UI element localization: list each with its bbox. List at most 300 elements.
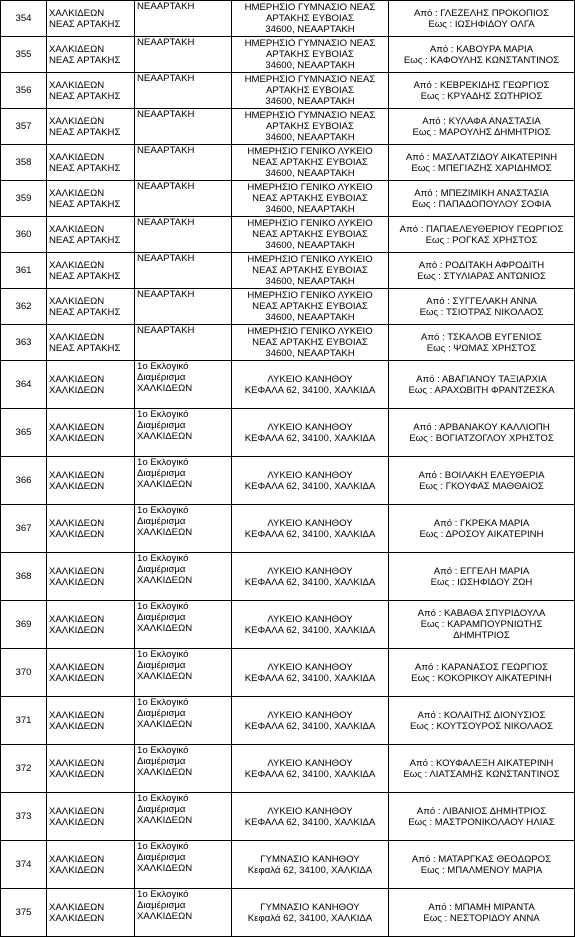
location-line: ΛΥΚΕΙΟ ΚΑΝΗΘΟΥ (267, 709, 353, 721)
range-to: Εως : ΓΚΟΥΦΑΣ ΜΑΘΘΑΙΟΣ (419, 480, 544, 492)
district-line: Διαμέρισμα (137, 420, 186, 431)
municipality-line: ΝΕΑΣ ΑΡΤΑΚΗΣ (49, 306, 121, 318)
table-row (1, 145, 575, 181)
table-row (1, 553, 575, 601)
district-line: ΧΑΛΚΙΔΕΩΝ (137, 671, 193, 682)
location-line: ΓΥΜΝΑΣΙΟ ΚΑΝΗΘΟΥ (260, 853, 360, 865)
voter-range-cell (389, 145, 575, 181)
municipality-line: ΧΑΛΚΙΔΕΩΝ (49, 432, 105, 444)
table-row (1, 217, 575, 253)
district-cell (135, 745, 232, 793)
district-cell (135, 289, 232, 325)
municipality-line: ΧΑΛΚΙΔΕΩΝ (49, 720, 105, 732)
district-line: ΧΑΛΚΙΔΕΩΝ (137, 863, 193, 874)
station-number-cell (1, 793, 47, 841)
location-line: 34600, ΝΕΑΑΡΤΑΚΗ (265, 132, 355, 143)
location-cell (232, 697, 389, 745)
district-cell (135, 325, 232, 361)
range-to: Εως : ΙΩΣΗΦΙΔΟΥ ΟΛΓΑ (428, 18, 535, 30)
location-line: ΛΥΚΕΙΟ ΚΑΝΗΘΟΥ (267, 661, 353, 673)
range-to: Εως : ΚΟΥΤΣΟΥΡΟΣ ΝΙΚΟΛΑΟΣ (410, 720, 553, 732)
location-line: ΗΜΕΡΗΣΙΟ ΓΕΝΙΚΟ ΛΥΚΕΙΟ (247, 146, 373, 157)
range-from: Από : ΓΚΡΕΚΑ ΜΑΡΙΑ (433, 517, 530, 529)
station-number: 366 (15, 475, 32, 486)
range-from: Από : ΕΓΓΕΛΗ ΜΑΡΙΑ (433, 565, 530, 577)
district-cell (135, 793, 232, 841)
municipality-cell (47, 505, 135, 553)
table-row (1, 181, 575, 217)
district-cell (135, 505, 232, 553)
district-line: 1ο Εκλογικό (137, 553, 189, 564)
location-line: ΚΕΦΑΛΑ 62, 34100, ΧΑΛΚΙΔΑ (244, 480, 376, 492)
table-row (1, 745, 575, 793)
municipality-line: ΝΕΑΣ ΑΡΤΑΚΗΣ (49, 198, 121, 210)
range-to: Εως : ΚΑΡΑΜΠΟΥΡΝΙΩΤΗΣ (420, 619, 543, 630)
range-to: Εως : ΑΡΑΧΩΒΙΤΗ ΦΡΑΝΤΖΕΣΚΑ (408, 384, 555, 396)
district-line: ΝΕΑΑΡΤΑΚΗ (137, 253, 195, 264)
location-line: 34600, ΝΕΑΑΡΤΑΚΗ (265, 168, 355, 179)
voter-range-cell (389, 73, 575, 109)
district-cell (135, 601, 232, 649)
station-number: 368 (15, 571, 32, 582)
station-number: 367 (15, 523, 32, 534)
location-cell (232, 841, 389, 889)
municipality-cell (47, 73, 135, 109)
location-line: ΚΕΦΑΛΑ 62, 34100, ΧΑΛΚΙΔΑ (244, 576, 376, 588)
station-number-cell (1, 37, 47, 73)
voter-range-cell (389, 505, 575, 553)
location-line: 34600, ΝΕΑΑΡΤΑΚΗ (265, 312, 355, 323)
district-line: Διαμέρισμα (137, 612, 186, 623)
voter-range-cell (389, 109, 575, 145)
location-line: 34600, ΝΕΑΑΡΤΑΚΗ (265, 24, 355, 35)
location-line: ΗΜΕΡΗΣΙΟ ΓΕΝΙΚΟ ΛΥΚΕΙΟ (247, 218, 373, 229)
range-from: Από : ΡΟΔΙΤΑΚΗ ΑΦΡΟΔΙΤΗ (418, 259, 545, 271)
voter-range-cell (389, 289, 575, 325)
range-to: Εως : ΤΣΙΟΤΡΑΣ ΝΙΚΟΛΑΟΣ (419, 306, 544, 318)
station-number-cell (1, 457, 47, 505)
voter-range-cell (389, 409, 575, 457)
district-line: 1ο Εκλογικό (137, 697, 189, 708)
location-cell (232, 361, 389, 409)
range-to: Εως : ΚΡΥΑΔΗΣ ΣΩΤΗΡΙΟΣ (420, 90, 543, 102)
municipality-cell (47, 601, 135, 649)
range-from: Από : ΜΑΤΑΡΓΚΑΣ ΘΕΟΔΩΡΟΣ (411, 853, 552, 865)
district-cell (135, 457, 232, 505)
district-line: 1ο Εκλογικό (137, 601, 189, 612)
station-number: 362 (15, 301, 32, 312)
location-line: ΚΕΦΑΛΑ 62, 34100, ΧΑΛΚΙΔΑ (244, 432, 376, 444)
location-line: ΗΜΕΡΗΣΙΟ ΓΥΜΝΑΣΙΟ ΝΕΑΣ (244, 38, 376, 49)
location-cell (232, 289, 389, 325)
station-number-cell (1, 697, 47, 745)
district-line: 1ο Εκλογικό (137, 841, 189, 852)
range-from: Από : ΚΑΒΟΥΡΑ ΜΑΡΙΑ (429, 43, 534, 55)
district-line: ΧΑΛΚΙΔΕΩΝ (137, 719, 193, 730)
voter-range-cell (389, 553, 575, 601)
location-line: ΑΡΤΑΚΗΣ ΕΥΒΟΙΑΣ (266, 49, 354, 60)
location-line: ΝΕΑΣ ΑΡΤΑΚΗΣ ΕΥΒΟΙΑΣ (252, 265, 368, 276)
district-cell (135, 649, 232, 697)
range-to: Εως : ΛΙΑΤΣΑΜΗΣ ΚΩΝΣΤΑΝΤΙΝΟΣ (403, 768, 560, 780)
station-number-cell (1, 253, 47, 289)
range-to: Εως : ΡΟΓΚΑΣ ΧΡΗΣΤΟΣ (425, 234, 538, 246)
municipality-line: ΧΑΛΚΙΔΕΩΝ (49, 331, 105, 343)
municipality-line: ΝΕΑΣ ΑΡΤΑΚΗΣ (49, 234, 121, 246)
location-line: ΗΜΕΡΗΣΙΟ ΓΕΝΙΚΟ ΛΥΚΕΙΟ (247, 254, 373, 265)
location-line: ΚΕΦΑΛΑ 62, 34100, ΧΑΛΚΙΔΑ (244, 384, 376, 396)
range-from: Από : ΠΑΠΑΕΛΕΥΘΕΡΙΟΥ ΓΕΩΡΓΙΟΣ (399, 223, 564, 235)
station-number: 361 (15, 265, 32, 276)
location-cell (232, 745, 389, 793)
district-line: ΧΑΛΚΙΔΕΩΝ (137, 431, 193, 442)
location-line: ΗΜΕΡΗΣΙΟ ΓΥΜΝΑΣΙΟ ΝΕΑΣ (244, 110, 376, 121)
municipality-line: ΧΑΛΚΙΔΕΩΝ (49, 768, 105, 780)
location-line: ΛΥΚΕΙΟ ΚΑΝΗΘΟΥ (267, 565, 353, 577)
station-number-cell (1, 505, 47, 553)
table-row (1, 889, 575, 937)
district-line: Διαμέρισμα (137, 468, 186, 479)
range-to: Εως : ΙΩΣΗΦΙΔΟΥ ΖΩΗ (430, 576, 533, 588)
table-row (1, 841, 575, 889)
municipality-cell (47, 889, 135, 937)
station-number: 373 (15, 811, 32, 822)
district-cell (135, 217, 232, 253)
district-line: ΝΕΑΑΡΤΑΚΗ (137, 181, 195, 192)
location-line: ΗΜΕΡΗΣΙΟ ΓΥΜΝΑΣΙΟ ΝΕΑΣ (244, 74, 376, 85)
municipality-line: ΧΑΛΚΙΔΕΩΝ (49, 709, 105, 721)
location-line: ΝΕΑΣ ΑΡΤΑΚΗΣ ΕΥΒΟΙΑΣ (252, 193, 368, 204)
municipality-line: ΧΑΛΚΙΔΕΩΝ (49, 816, 105, 828)
location-line: ΝΕΑΣ ΑΡΤΑΚΗΣ ΕΥΒΟΙΑΣ (252, 229, 368, 240)
municipality-line: ΝΕΑΣ ΑΡΤΑΚΗΣ (49, 18, 121, 30)
municipality-line: ΧΑΛΚΙΔΕΩΝ (49, 805, 105, 817)
location-line: ΛΥΚΕΙΟ ΚΑΝΗΘΟΥ (267, 613, 353, 625)
location-cell (232, 409, 389, 457)
municipality-line: ΧΑΛΚΙΔΕΩΝ (49, 373, 105, 385)
municipality-line: ΧΑΛΚΙΔΕΩΝ (49, 864, 105, 876)
station-number: 371 (15, 715, 32, 726)
location-cell (232, 889, 389, 937)
range-to: Εως : ΜΠΕΓΙΑΖΗΣ ΧΑΡΙΔΗΜΟΣ (411, 162, 552, 174)
voter-range-cell (389, 253, 575, 289)
station-number: 354 (15, 13, 32, 24)
district-line: ΧΑΛΚΙΔΕΩΝ (137, 623, 193, 634)
location-cell (232, 1, 389, 37)
municipality-cell (47, 793, 135, 841)
district-cell (135, 841, 232, 889)
voter-range-cell (389, 649, 575, 697)
location-line: ΛΥΚΕΙΟ ΚΑΝΗΘΟΥ (267, 373, 353, 385)
district-line: ΝΕΑΑΡΤΑΚΗ (137, 109, 195, 120)
range-to: Εως : ΚΑΦΟΥΛΗΣ ΚΩΝΣΤΑΝΤΙΝΟΣ (403, 54, 560, 66)
location-cell (232, 145, 389, 181)
municipality-cell (47, 1, 135, 37)
location-line: Κεφαλά 62, 34100, ΧΑΛΚΙΔΑ (247, 912, 373, 924)
station-number: 355 (15, 49, 32, 60)
location-cell (232, 253, 389, 289)
voter-range-cell (389, 601, 575, 649)
district-line: ΧΑΛΚΙΔΕΩΝ (137, 527, 193, 538)
location-cell (232, 553, 389, 601)
district-line: Διαμέρισμα (137, 660, 186, 671)
municipality-line: ΧΑΛΚΙΔΕΩΝ (49, 480, 105, 492)
location-line: ΝΕΑΣ ΑΡΤΑΚΗΣ ΕΥΒΟΙΑΣ (252, 157, 368, 168)
table-row (1, 253, 575, 289)
municipality-cell (47, 745, 135, 793)
voter-range-cell (389, 841, 575, 889)
municipality-line: ΧΑΛΚΙΔΕΩΝ (49, 853, 105, 865)
district-line: ΝΕΑΑΡΤΑΚΗ (137, 145, 195, 156)
district-line: ΝΕΑΑΡΤΑΚΗ (137, 325, 195, 336)
municipality-line: ΧΑΛΚΙΔΕΩΝ (49, 469, 105, 481)
range-from: Από : ΚΟΥΦΑΛΕΞΗ ΑΙΚΑΤΕΡΙΝΗ (409, 757, 554, 769)
location-line: ΚΕΦΑΛΑ 62, 34100, ΧΑΛΚΙΔΑ (244, 528, 376, 540)
station-number: 370 (15, 667, 32, 678)
table-row (1, 1, 575, 37)
station-number-cell (1, 841, 47, 889)
municipality-cell (47, 37, 135, 73)
district-cell (135, 73, 232, 109)
location-line: 34600, ΝΕΑΑΡΤΑΚΗ (265, 60, 355, 71)
table-body (1, 1, 575, 937)
range-from: Από : ΑΡΒΑΝΑΚΟΥ ΚΑΛΛΙΟΠΗ (413, 421, 550, 433)
municipality-line: ΧΑΛΚΙΔΕΩΝ (49, 565, 105, 577)
district-cell (135, 889, 232, 937)
table-row (1, 505, 575, 553)
location-line: 34600, ΝΕΑΑΡΤΑΚΗ (265, 96, 355, 107)
municipality-line: ΧΑΛΚΙΔΕΩΝ (49, 43, 105, 55)
range-to: Εως : ΒΟΓΙΑΤΖΟΓΛΟΥ ΧΡΗΣΤΟΣ (409, 432, 554, 444)
station-number-cell (1, 289, 47, 325)
district-cell (135, 409, 232, 457)
station-number: 356 (15, 85, 32, 96)
municipality-cell (47, 697, 135, 745)
range-from: Από : ΚΟΛΑΙΤΗΣ ΔΙΟΝΥΣΙΟΣ (417, 709, 546, 721)
municipality-line: ΧΑΛΚΙΔΕΩΝ (49, 901, 105, 913)
municipality-line: ΧΑΛΚΙΔΕΩΝ (49, 757, 105, 769)
range-to: Εως : ΨΩΜΑΣ ΧΡΗΣΤΟΣ (426, 342, 537, 354)
location-line: ΛΥΚΕΙΟ ΚΑΝΗΘΟΥ (267, 469, 353, 481)
station-number-cell (1, 73, 47, 109)
range-from: Από : ΑΒΑΓΙΑΝΟΥ ΤΑΞΙΑΡΧΙΑ (416, 373, 547, 385)
location-cell (232, 73, 389, 109)
municipality-cell (47, 109, 135, 145)
station-number: 359 (15, 193, 32, 204)
range-from: Από : ΜΑΣΛΑΤΖΙΔΟΥ ΑΙΚΑΤΕΡΙΝΗ (405, 151, 558, 163)
table-row (1, 325, 575, 361)
district-cell (135, 253, 232, 289)
range-from: Από : ΜΠΕΖΙΜΙΚΗ ΑΝΑΣΤΑΣΙΑ (414, 187, 549, 199)
municipality-cell (47, 289, 135, 325)
district-cell (135, 553, 232, 601)
municipality-cell (47, 553, 135, 601)
location-line: 34600, ΝΕΑΑΡΤΑΚΗ (265, 348, 355, 359)
municipality-line: ΧΑΛΚΙΔΕΩΝ (49, 7, 105, 19)
station-number-cell (1, 109, 47, 145)
station-number-cell (1, 181, 47, 217)
location-cell (232, 457, 389, 505)
location-line: ΗΜΕΡΗΣΙΟ ΓΥΜΝΑΣΙΟ ΝΕΑΣ (244, 2, 376, 13)
location-line: Κεφαλά 62, 34100, ΧΑΛΚΙΔΑ (247, 864, 373, 876)
location-line: ΗΜΕΡΗΣΙΟ ΓΕΝΙΚΟ ΛΥΚΕΙΟ (247, 182, 373, 193)
table-row (1, 793, 575, 841)
location-line: ΗΜΕΡΗΣΙΟ ΓΕΝΙΚΟ ΛΥΚΕΙΟ (247, 326, 373, 337)
location-line: ΛΥΚΕΙΟ ΚΑΝΗΘΟΥ (267, 757, 353, 769)
municipality-line: ΧΑΛΚΙΔΕΩΝ (49, 421, 105, 433)
district-line: 1ο Εκλογικό (137, 889, 189, 900)
station-number: 365 (15, 427, 32, 438)
location-cell (232, 181, 389, 217)
municipality-line: ΧΑΛΚΙΔΕΩΝ (49, 295, 105, 307)
location-line: ΚΕΦΑΛΑ 62, 34100, ΧΑΛΚΙΔΑ (244, 672, 376, 684)
voter-range-cell (389, 37, 575, 73)
range-to-continued: ΔΗΜΗΤΡΙΟΣ (453, 630, 510, 641)
table-row (1, 601, 575, 649)
location-cell (232, 325, 389, 361)
location-line: ΛΥΚΕΙΟ ΚΑΝΗΘΟΥ (267, 517, 353, 529)
district-line: Διαμέρισμα (137, 372, 186, 383)
location-line: ΛΥΚΕΙΟ ΚΑΝΗΘΟΥ (267, 421, 353, 433)
location-cell (232, 649, 389, 697)
range-from: Από : ΤΣΚΑΛΟΒ ΕΥΓΕΝΙΟΣ (421, 331, 542, 343)
municipality-line: ΧΑΛΚΙΔΕΩΝ (49, 384, 105, 396)
range-to: Εως : ΜΑΡΟΥΛΗΣ ΔΗΜΗΤΡΙΟΣ (412, 126, 551, 138)
station-number-cell (1, 601, 47, 649)
district-line: Διαμέρισμα (137, 804, 186, 815)
municipality-line: ΧΑΛΚΙΔΕΩΝ (49, 151, 105, 163)
district-cell (135, 361, 232, 409)
location-cell (232, 109, 389, 145)
district-line: ΝΕΑΑΡΤΑΚΗ (137, 1, 195, 12)
table-row (1, 73, 575, 109)
municipality-line: ΧΑΛΚΙΔΕΩΝ (49, 613, 105, 625)
municipality-line: ΧΑΛΚΙΔΕΩΝ (49, 672, 105, 684)
municipality-line: ΧΑΛΚΙΔΕΩΝ (49, 576, 105, 588)
table-row (1, 37, 575, 73)
range-from: Από : ΣΥΓΓΕΛΑΚΗ ΑΝΝΑ (426, 295, 537, 307)
location-cell (232, 37, 389, 73)
district-line: ΝΕΑΑΡΤΑΚΗ (137, 217, 195, 228)
voter-range-cell (389, 181, 575, 217)
district-line: ΧΑΛΚΙΔΕΩΝ (137, 815, 193, 826)
district-line: ΧΑΛΚΙΔΕΩΝ (137, 767, 193, 778)
district-line: ΧΑΛΚΙΔΕΩΝ (137, 479, 193, 490)
range-from: Από : ΚΥΛΑΦΑ ΑΝΑΣΤΑΣΙΑ (422, 115, 541, 127)
location-cell (232, 601, 389, 649)
station-number: 369 (15, 619, 32, 630)
municipality-cell (47, 325, 135, 361)
station-number-cell (1, 649, 47, 697)
station-number-cell (1, 889, 47, 937)
table-row (1, 289, 575, 325)
district-cell (135, 181, 232, 217)
district-line: ΝΕΑΑΡΤΑΚΗ (137, 37, 195, 48)
municipality-cell (47, 649, 135, 697)
range-from: Από : ΜΠΑΜΗ ΜΙΡΑΝΤΑ (428, 901, 535, 913)
station-number-cell (1, 217, 47, 253)
district-line: 1ο Εκλογικό (137, 505, 189, 516)
municipality-cell (47, 217, 135, 253)
table-row (1, 649, 575, 697)
range-to: Εως : ΔΡΟΣΟΥ ΑΙΚΑΤΕΡΙΝΗ (419, 528, 544, 540)
station-number-cell (1, 409, 47, 457)
district-line: Διαμέρισμα (137, 708, 186, 719)
voter-range-cell (389, 745, 575, 793)
range-to: Εως : ΝΕΣΤΟΡΙΔΟΥ ΑΝΝΑ (423, 912, 540, 924)
station-number-cell (1, 325, 47, 361)
location-line: ΑΡΤΑΚΗΣ ΕΥΒΟΙΑΣ (266, 121, 354, 132)
municipality-line: ΝΕΑΣ ΑΡΤΑΚΗΣ (49, 54, 121, 66)
table-row (1, 697, 575, 745)
voter-range-cell (389, 889, 575, 937)
district-line: 1ο Εκλογικό (137, 745, 189, 756)
location-cell (232, 505, 389, 553)
station-number: 372 (15, 763, 32, 774)
location-line: ΚΕΦΑΛΑ 62, 34100, ΧΑΛΚΙΔΑ (244, 720, 376, 732)
district-line: 1ο Εκλογικό (137, 649, 189, 660)
municipality-cell (47, 409, 135, 457)
voter-range-cell (389, 361, 575, 409)
district-line: Διαμέρισμα (137, 516, 186, 527)
district-line: ΝΕΑΑΡΤΑΚΗ (137, 73, 195, 84)
municipality-cell (47, 181, 135, 217)
district-line: Διαμέρισμα (137, 756, 186, 767)
range-from: Από : ΓΛΕΖΕΛΗΣ ΠΡΟΚΟΠΙΟΣ (413, 7, 550, 19)
municipality-line: ΝΕΑΣ ΑΡΤΑΚΗΣ (49, 270, 121, 282)
station-number-cell (1, 745, 47, 793)
station-number-cell (1, 145, 47, 181)
municipality-cell (47, 253, 135, 289)
location-cell (232, 793, 389, 841)
municipality-line: ΧΑΛΚΙΔΕΩΝ (49, 912, 105, 924)
municipality-line: ΧΑΛΚΙΔΕΩΝ (49, 528, 105, 540)
range-from: Από : ΚΕΒΡΕΚΙΔΗΣ ΓΕΩΡΓΙΟΣ (413, 79, 550, 91)
district-line: 1ο Εκλογικό (137, 361, 189, 372)
district-cell (135, 109, 232, 145)
station-number: 374 (15, 859, 32, 870)
municipality-line: ΧΑΛΚΙΔΕΩΝ (49, 517, 105, 529)
location-line: ΝΕΑΣ ΑΡΤΑΚΗΣ ΕΥΒΟΙΑΣ (252, 301, 368, 312)
location-line: ΑΡΤΑΚΗΣ ΕΥΒΟΙΑΣ (266, 13, 354, 24)
location-line: ΗΜΕΡΗΣΙΟ ΓΕΝΙΚΟ ΛΥΚΕΙΟ (247, 290, 373, 301)
municipality-cell (47, 145, 135, 181)
district-line: ΧΑΛΚΙΔΕΩΝ (137, 575, 193, 586)
municipality-line: ΧΑΛΚΙΔΕΩΝ (49, 624, 105, 636)
location-line: ΓΥΜΝΑΣΙΟ ΚΑΝΗΘΟΥ (260, 901, 360, 913)
district-line: 1ο Εκλογικό (137, 457, 189, 468)
range-from: Από : ΒΟΙΛΑΚΗ ΕΛΕΥΘΕΡΙΑ (418, 469, 545, 481)
station-number: 360 (15, 229, 32, 240)
municipality-cell (47, 361, 135, 409)
municipality-line: ΧΑΛΚΙΔΕΩΝ (49, 661, 105, 673)
station-number: 375 (15, 907, 32, 918)
range-from: Από : ΛΙΒΑΝΙΟΣ ΔΗΜΗΤΡΙΟΣ (416, 805, 547, 817)
table-row (1, 457, 575, 505)
range-to: Εως : ΣΤΥΛΙΑΡΑΣ ΑΝΤΩΝΙΟΣ (417, 270, 546, 282)
municipality-line: ΝΕΑΣ ΑΡΤΑΚΗΣ (49, 126, 121, 138)
municipality-line: ΧΑΛΚΙΔΕΩΝ (49, 115, 105, 127)
range-to: Εως : ΜΑΣΤΡΟΝΙΚΟΛΑΟΥ ΗΛΙΑΣ (408, 816, 555, 828)
station-number: 363 (15, 337, 32, 348)
municipality-line: ΧΑΛΚΙΔΕΩΝ (49, 187, 105, 199)
location-line: ΚΕΦΑΛΑ 62, 34100, ΧΑΛΚΙΔΑ (244, 768, 376, 780)
district-line: ΧΑΛΚΙΔΕΩΝ (137, 911, 193, 922)
range-to: Εως : ΚΟΚΟΡΙΚΟΥ ΑΙΚΑΤΕΡΙΝΗ (411, 672, 552, 684)
table-row (1, 109, 575, 145)
district-line: Διαμέρισμα (137, 564, 186, 575)
location-line: ΛΥΚΕΙΟ ΚΑΝΗΘΟΥ (267, 805, 353, 817)
